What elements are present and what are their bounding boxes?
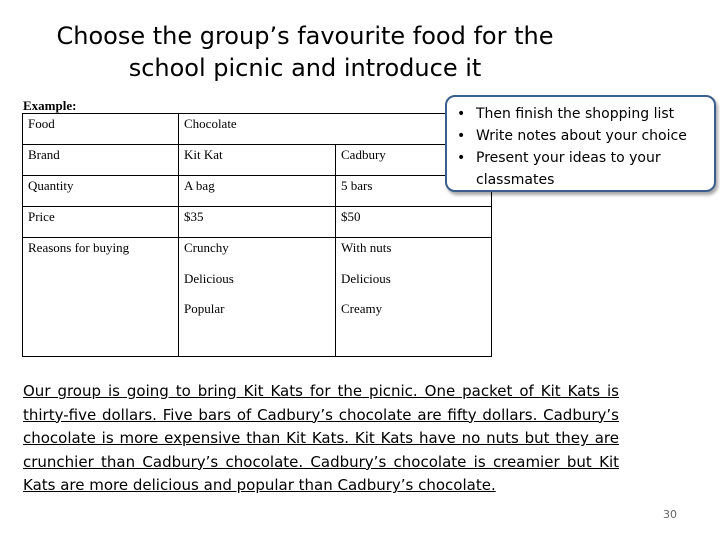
reason-item: With nuts	[341, 240, 392, 255]
table-cell-reasons-2	[336, 238, 492, 357]
instructions-callout	[445, 95, 716, 192]
table-cell-quantity-label: Quantity	[23, 176, 179, 207]
table-cell-price-2: $50	[336, 207, 492, 238]
instruction-item	[457, 125, 706, 147]
table-cell-quantity-1: A bag	[179, 176, 336, 207]
shopping-list-table	[22, 113, 492, 357]
table-row	[23, 145, 492, 176]
table-cell-reasons-1	[179, 238, 336, 357]
table-cell-brand-2: Cadbury	[336, 145, 492, 176]
table-cell-food-label: Food	[23, 114, 179, 145]
table-cell-price-label: Price	[23, 207, 179, 238]
bullet-icon: •	[457, 150, 466, 166]
instruction-text: Write notes about your choice	[476, 128, 687, 144]
reason-item: Creamy	[341, 301, 383, 316]
table-row	[23, 176, 492, 207]
table-cell-quantity-2: 5 bars	[336, 176, 492, 207]
instruction-item	[457, 147, 706, 191]
reason-item: Crunchy	[184, 240, 229, 255]
table-cell-brand-1: Kit Kat	[179, 145, 336, 176]
table-cell-price-1: $35	[179, 207, 336, 238]
table-cell-brand-label: Brand	[23, 145, 179, 176]
reason-item: Delicious	[341, 270, 391, 286]
example-label: Example:	[23, 98, 77, 113]
table-row	[23, 114, 492, 145]
reason-item: Popular	[184, 301, 225, 316]
instruction-text: Then finish the shopping list	[476, 106, 675, 122]
bullet-icon: •	[457, 106, 466, 122]
instruction-item	[457, 103, 706, 125]
table-row	[23, 238, 492, 357]
page-number: 30	[663, 508, 677, 521]
example-paragraph: Our group is going to bring Kit Kats for the picnic. One packet of Kit Kats is thirty-five dollars. Five bars of Cadbury’s chocolate are fifty dollars. Cadbury’s chocolate is more expensive than Kit Kats. Kit Kats have no nuts but they are crunchier than Cadbury’s chocolate. Cadbury’s chocolate is creamier but Kit Kats are more delicious and popular than Cadbury’s chocolate.	[23, 382, 619, 495]
slide-title: Choose the group’s favourite food for the school picnic and introduce it	[56, 22, 554, 82]
instructions-list	[457, 103, 706, 191]
table-cell-reasons-label: Reasons for buying	[23, 238, 179, 357]
table-cell-food-value: Chocolate	[179, 114, 492, 145]
bullet-icon: •	[457, 128, 466, 144]
table-row	[23, 207, 492, 238]
reason-item: Delicious	[184, 270, 234, 286]
instruction-text: Present your ideas to your classmates	[476, 150, 661, 188]
